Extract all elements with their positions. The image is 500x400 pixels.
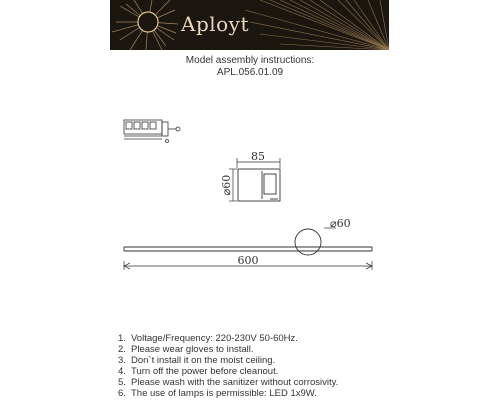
instruction-item [118, 355, 338, 366]
lamp-side-view [238, 169, 280, 201]
instruction-number: 5. [118, 377, 126, 388]
safety-instructions-list [118, 333, 338, 399]
instruction-text: The use of lamps is permissible: LED 1x9W. [131, 388, 317, 399]
instruction-item [118, 344, 338, 355]
instruction-text: Don`t install it on the moist ceiling. [131, 355, 276, 366]
instruction-number: 1. [118, 333, 126, 344]
instruction-item [118, 333, 338, 344]
instruction-number: 4. [118, 366, 126, 377]
instruction-item [118, 366, 338, 377]
instruction-item [118, 377, 338, 388]
width-label: 85 [251, 150, 265, 163]
length-label: 600 [237, 254, 259, 267]
instruction-number: 2. [118, 344, 126, 355]
instruction-text: Please wash with the sanitizer without corrosivity. [131, 377, 339, 388]
instruction-text: Turn off the power before cleanout. [131, 366, 279, 377]
globe-diameter-label: ⌀60 [330, 217, 351, 230]
instruction-text: Voltage/Frequency: 220-230V 50-60Hz. [131, 333, 298, 344]
instruction-number: 6. [118, 388, 126, 399]
model-number: APL.056.01.09 [216, 67, 284, 78]
mounting-bracket-diagram [124, 120, 180, 143]
height-label: ⌀60 [220, 174, 233, 196]
instruction-text: Please wear gloves to install. [131, 344, 254, 355]
lamp-front-view [124, 229, 372, 255]
instruction-item [118, 388, 338, 399]
brand-logo-text: Aployt [181, 12, 250, 36]
document-title: Model assembly instructions: [185, 55, 315, 66]
instruction-number: 3. [118, 355, 126, 366]
